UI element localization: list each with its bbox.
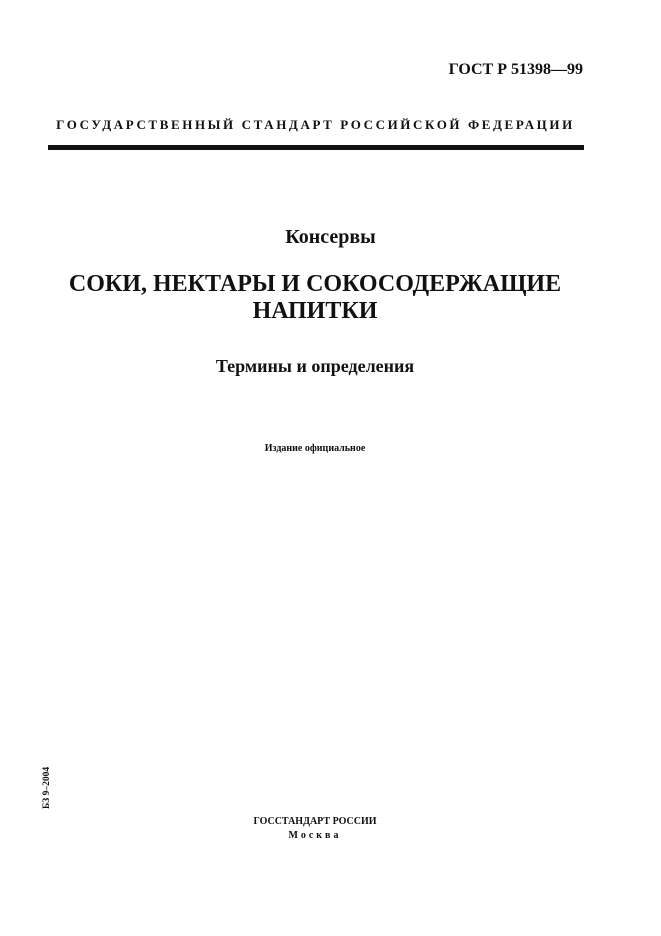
standard-number: ГОСТ Р 51398—99 bbox=[448, 61, 583, 78]
side-code: БЗ 9–2004 bbox=[42, 766, 52, 809]
document-title bbox=[0, 271, 630, 325]
title-line-2: НАПИТКИ bbox=[252, 298, 378, 324]
header-rule bbox=[48, 145, 584, 150]
state-standard-header: ГОСУДАРСТВЕННЫЙ СТАНДАРТ РОССИЙСКОЙ ФЕДЕРАЦИИ bbox=[56, 117, 575, 132]
edition-note: Издание официальное bbox=[264, 443, 366, 454]
publisher-block bbox=[0, 815, 630, 843]
document-category: Консервы bbox=[285, 226, 376, 248]
publisher-city: Москва bbox=[288, 830, 342, 841]
publisher-name: ГОССТАНДАРТ РОССИИ bbox=[253, 816, 377, 827]
document-subtitle: Термины и определения bbox=[215, 356, 415, 376]
title-line-1: СОКИ, НЕКТАРЫ И СОКОСОДЕРЖАЩИЕ bbox=[68, 271, 562, 297]
